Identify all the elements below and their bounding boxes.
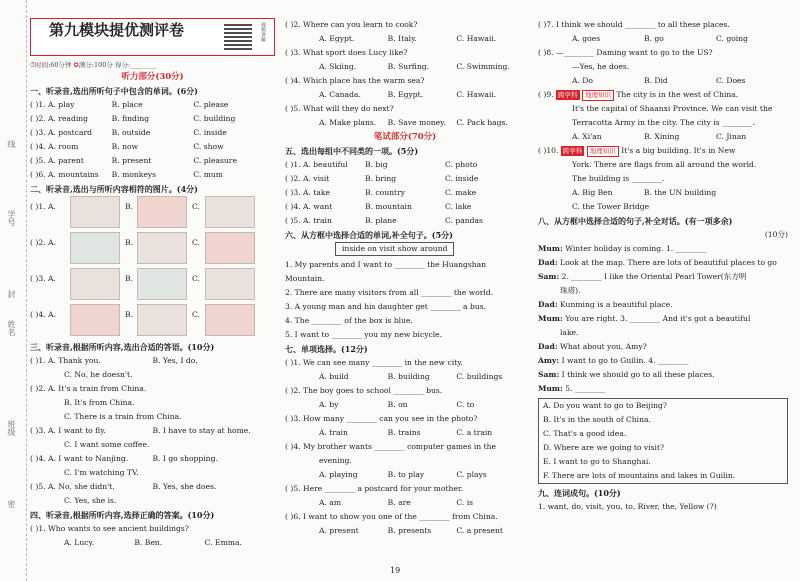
picture [205, 232, 255, 264]
section-8-score: (10分) [764, 230, 788, 239]
pic-label: C. [192, 238, 200, 247]
section-1 [30, 98, 275, 182]
pic-label: B. [125, 310, 133, 319]
dialogue-line: Sam: I think we should go to all these places. [538, 370, 715, 379]
option-item: A. Do you want to go to Beijing? [543, 401, 667, 410]
list-item: Terracotta Army in the city. The city is ________. [572, 118, 755, 127]
list-item: —Yes, he does. [572, 62, 630, 71]
list-item: A. Egypt. B. Italy. C. Hawaii. [319, 34, 497, 43]
dialogue [538, 242, 788, 396]
list-item: 5. I want to ________ you my new bicycle. [285, 330, 443, 339]
list-item: A. Skiing. B. Surfing. C. Swimming. [319, 62, 510, 71]
picture-grid-row4 [30, 304, 275, 340]
list-item: C. There is a train from China. [64, 412, 182, 421]
list-item: York. There are flags from all around the world. [572, 160, 757, 169]
dialogue-line: Mum: Winter holiday is coming. 1. ________ [538, 244, 706, 253]
cross-subject-tag: 跨学科 [558, 91, 578, 99]
list-item: A. Lucy. B. Ben. C. Emma. [64, 538, 242, 547]
dialogue-line: Dad: Look at the map. There are lots of beautiful places to go [538, 258, 777, 267]
pic-label: B. [125, 202, 133, 211]
list-item: A. Canada. B. Egypt. C. Hawaii. [319, 90, 497, 99]
dialogue-line: Mum: 5. ________ [538, 384, 606, 393]
list-item: A. am B. are C. is [319, 498, 474, 507]
list-item: A. train B. trains C. a train [319, 428, 493, 437]
list-item: ( )1. A. play B. place C. please [30, 100, 229, 109]
picture [70, 304, 120, 336]
list-item: ( )5. A. parent B. present C. pleasure [30, 156, 237, 165]
qr-caption: 视频讲解 [260, 22, 266, 42]
section-5-title: 五、选出每组中不同类的一项。(5分) [285, 146, 419, 156]
score-label: 得分: [114, 61, 131, 69]
list-item: ( )4. A. I want to Nanjing. B. I go shopping. [30, 454, 218, 463]
list-item: C. I want some coffee. [64, 440, 150, 449]
list-item: ( )9. 跨学科 地理知识 The city is in the west of China. [538, 90, 739, 99]
writing-heading: 笔试部分(70分) [373, 132, 437, 142]
list-item: ( )5. Here ________ a postcard for your mother. [285, 484, 464, 493]
qr-code-icon [224, 22, 252, 50]
page-title: 第九模块提优测评卷 [49, 21, 185, 39]
dialogue-line: Mum: You are right. 3. ________ And it's got a beautiful [538, 314, 751, 323]
page-number: 19 [390, 566, 401, 575]
picture-grid [30, 196, 275, 304]
cross-subject-tag: 跨学科 [562, 147, 583, 155]
dialogue-line: Amy: I want to go to Guilin. 4. ________ [538, 356, 689, 365]
list-item: The building is ________. [572, 174, 665, 183]
list-item: ( )2. The boy goes to school ________ bus. [285, 386, 443, 395]
pic-label: C. [192, 274, 200, 283]
list-item: ( )2. A. visit B. bring C. inside [285, 174, 479, 183]
list-item: A. build B. building C. buildings [319, 372, 503, 381]
pic-label: B. [125, 274, 133, 283]
option-item: E. I want to go to Shanghai. [543, 457, 651, 466]
list-item: A. Big Ben B. the UN building [572, 188, 717, 197]
list-item: 3. A young man and his daughter get ________ a bus. [285, 302, 487, 311]
list-item: C. No, he doesn't. [64, 370, 133, 379]
column-middle [285, 18, 525, 538]
dialogue-line: Dad: Kunming is a beautiful place. [538, 300, 673, 309]
pic-label: ( )1. A. [30, 202, 56, 211]
picture [205, 268, 255, 300]
list-item: 4. The ________ of the box is blue. [285, 316, 413, 325]
list-item: ( )4. A. want B. mountain C. lake [285, 202, 472, 211]
exam-meta: ⏱时间:60分钟 ✪满分:100分 得分:________ [30, 61, 157, 69]
pic-label: ( )3. A. [30, 274, 56, 283]
picture [137, 196, 187, 228]
list-item: ( )3. What sport does Lucy like? [285, 48, 408, 57]
list-item: A. Make plans. B. Save money. C. Pack bags. [319, 118, 508, 127]
picture [70, 232, 120, 264]
time-limit: 时间:60分钟 [35, 61, 72, 69]
dialogue-line: 珠塔). [560, 286, 581, 295]
listening-heading: 听力部分(30分) [121, 72, 184, 82]
list-item: 1. want, do, visit, you, to, River, the, Yellow (?) [538, 502, 717, 511]
section-7-title: 七、单项选择。(12分) [285, 344, 368, 354]
dialogue-line: Sam: 2. ________ I like the Oriental Pearl Tower(东方明 [538, 272, 747, 281]
list-item: ( )4. Which place has the warm sea? [285, 76, 425, 85]
section-4-title: 四、听录音,根据所听内容,选择正确的答案。(10分) [30, 510, 215, 520]
pic-label: C. [192, 202, 200, 211]
list-item: ( )2. Where can you learn to cook? [285, 20, 418, 29]
full-score: 满分:100分 [78, 61, 113, 69]
option-item: B. It's in the south of China. [543, 415, 651, 424]
section-6-title: 六、从方框中选择合适的单词,补全句子。(5分) [285, 230, 453, 240]
section-2-title: 二、听录音,选出与所听内容相符的图片。(4分) [30, 184, 198, 194]
list-item: ( )4. My brother wants ________ computer games in the [285, 442, 497, 451]
list-item: ( )8. —________ Daming want to go to the US? [538, 48, 713, 57]
list-item: evening. [319, 456, 352, 465]
list-item: C. I'm watching TV. [64, 468, 139, 477]
list-item: C. Yes, she is. [64, 496, 117, 505]
list-item: ( )5. A. No, she didn't. B. Yes, she does. [30, 482, 217, 491]
column-left [30, 18, 275, 550]
section-9-title: 九、连词成句。(10分) [538, 488, 621, 498]
list-item: It's the capital of Shaanxi Province. We can visit the [572, 104, 773, 113]
picture [205, 304, 255, 336]
list-item: ( )2. A. It's a train from China. [30, 384, 147, 393]
list-item: ( )6. I want to show you one of the ________ from China. [285, 512, 498, 521]
list-item: ( )4. A. room B. now C. show [30, 142, 224, 151]
list-item: ( )1. A. Thank you. B. Yes, I do. [30, 356, 198, 365]
binding-label: 线 [7, 140, 16, 148]
pic-label: C. [192, 310, 200, 319]
geography-tag: 地理知识 [582, 90, 614, 101]
title-banner [30, 18, 275, 56]
list-item: ( )1. We can see many ________ in the new city. [285, 358, 463, 367]
list-item: A. Do B. Did C. Does [572, 76, 746, 85]
list-item: C. the Tower Bridge [572, 202, 650, 211]
option-item: C. That's a good idea. [543, 429, 627, 438]
list-item: ( )7. I think we should ________ to all these places. [538, 20, 730, 29]
list-item: 1. My parents and I want to ________ the Huangshan [285, 260, 487, 269]
section-8-title: 八、从方框中选择合适的句子,补全对话。(有一项多余) [538, 216, 733, 226]
geography-tag: 地理知识 [587, 146, 619, 157]
list-item: Mountain. [285, 274, 325, 283]
picture [70, 196, 120, 228]
list-item: A. Xi'an B. Xining C. Jinan [572, 132, 747, 141]
list-item: ( )3. A. I want to fly. B. I have to stay at home. [30, 426, 251, 435]
list-item: A. by B. on C. to [319, 400, 475, 409]
list-item: ( )5. A. train B. plane C. pandas [285, 216, 483, 225]
binding-label: 班级 [7, 420, 16, 436]
picture [137, 268, 187, 300]
picture [205, 196, 255, 228]
binding-label: 密 [7, 500, 16, 508]
binding-margin [0, 0, 27, 581]
picture [137, 304, 187, 336]
dialogue-line: lake. [560, 328, 579, 337]
word-box: inside on visit show around [335, 242, 454, 256]
list-item: A. playing B. to play C. plays [319, 470, 487, 479]
list-item: B. It's from China. [64, 398, 135, 407]
binding-label: 姓名 [7, 320, 16, 336]
list-item: ( )5. What will they do next? [285, 104, 394, 113]
list-item: ( )6. A. mountains B. monkeys C. mum [30, 170, 224, 179]
list-item: ( )1. A. beautiful B. big C. photo [285, 160, 478, 169]
binding-label: 封 [7, 290, 16, 298]
section-3-title: 三、听录音,根据所听内容,选出合适的答语。(10分) [30, 342, 215, 352]
list-item: ( )2. A. reading B. finding C. building [30, 114, 236, 123]
picture [70, 268, 120, 300]
option-item: F. There are lots of mountains and lakes in Guilin. [543, 471, 736, 480]
option-item: D. Where are we going to visit? [543, 443, 665, 452]
list-item: 2. There are many visitors from all ________ the world. [285, 288, 494, 297]
list-item: A. present B. presents C. a present [319, 526, 503, 535]
options-box [538, 398, 788, 484]
list-item: A. goes B. go C. going [572, 34, 748, 43]
pic-label: ( )4. A. [30, 310, 56, 319]
list-item: ( )3. A. postcard B. outside C. inside [30, 128, 227, 137]
column-right [538, 18, 788, 514]
list-item: ( )3. How many ________ can you see in the photo? [285, 414, 478, 423]
picture [137, 232, 187, 264]
list-item: ( )3. A. take B. country C. make [285, 188, 477, 197]
section-3 [30, 354, 275, 508]
binding-label: 学号 [7, 210, 16, 226]
section-1-title: 一、听录音,选出所听句子中包含的单词。(6分) [30, 86, 198, 96]
pic-label: ( )2. A. [30, 238, 56, 247]
list-item: ( )10. 跨学科 地理知识 It's a big building. It's in New [538, 146, 736, 155]
dialogue-line: Dad: What about you, Amy? [538, 342, 647, 351]
pic-label: B. [125, 238, 133, 247]
list-item: ( )1. Who wants to see ancient buildings? [30, 524, 189, 533]
